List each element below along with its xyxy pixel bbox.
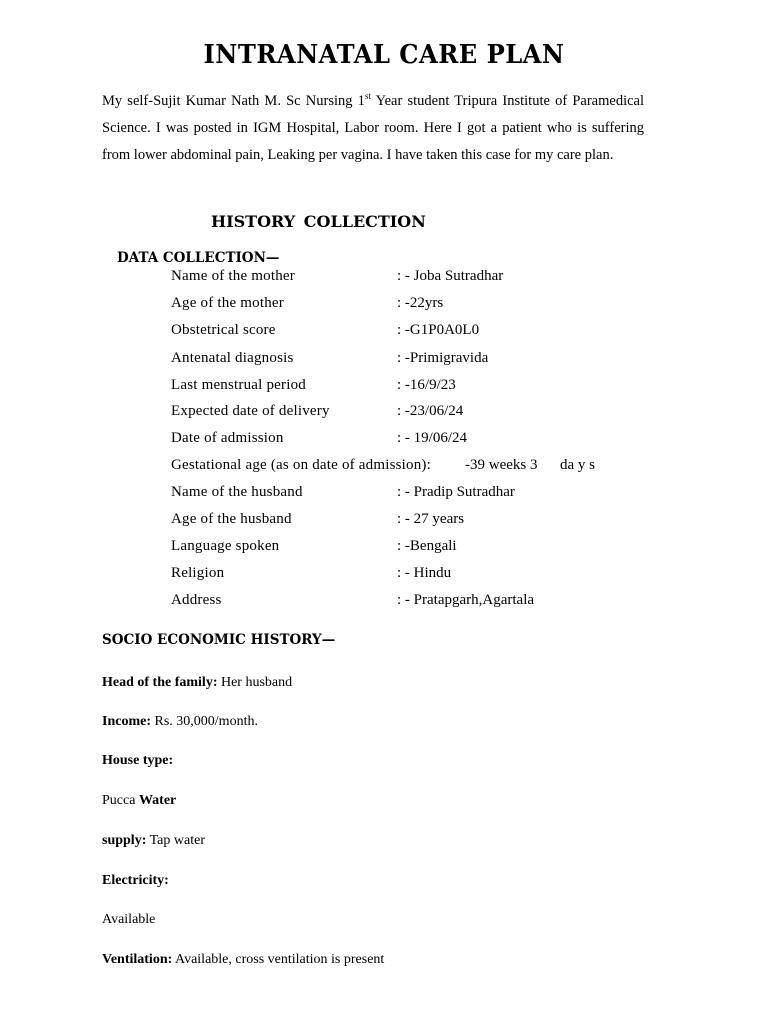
- data-row-language: [171, 538, 691, 558]
- head-of-family-value: Her husband: [217, 675, 293, 690]
- data-row-edd: [171, 403, 691, 423]
- water-label: Water: [138, 793, 177, 808]
- data-row-husband-age: [171, 511, 691, 531]
- data-row-value: : -G1P0A0L0: [397, 322, 480, 338]
- data-row-label: Last menstrual period: [171, 377, 306, 393]
- house-type-label: House type:: [102, 753, 174, 768]
- data-row-value: : - Pradip Sutradhar: [397, 484, 515, 500]
- data-row-label: Date of admission: [171, 430, 284, 446]
- socio-economic-heading: SOCIO ECONOMIC HISTORY—: [102, 632, 336, 648]
- head-of-family-label: Head of the family:: [102, 675, 218, 690]
- data-row-label: Religion: [171, 565, 225, 581]
- electricity-available-line: [102, 912, 155, 928]
- data-row-obstetrical-score: [171, 322, 691, 342]
- data-row-husband-name: [171, 484, 691, 504]
- data-row-lmp: [171, 377, 691, 397]
- data-row-gestational-age: [171, 457, 691, 477]
- supply-label: supply:: [102, 833, 147, 848]
- data-row-label: Address: [171, 592, 222, 608]
- data-row-label: Gestational age (as on date of admission):: [171, 457, 431, 473]
- ventilation-label: Ventilation:: [102, 952, 173, 967]
- data-row-value: -39 weeks 3 da y s: [465, 457, 595, 473]
- page-title: INTRANATAL CARE PLAN: [203, 40, 565, 70]
- data-row-label: Antenatal diagnosis: [171, 350, 294, 366]
- income-line: [102, 714, 258, 730]
- data-row-value: : - 19/06/24: [397, 430, 467, 446]
- data-row-label: Name of the mother: [171, 268, 295, 284]
- data-row-religion: [171, 565, 691, 585]
- electricity-value: Available: [102, 912, 156, 927]
- electricity-line: [102, 873, 169, 889]
- pucca-text: Pucca: [102, 793, 139, 808]
- ventilation-value: Available, cross ventilation is present: [172, 952, 385, 967]
- data-row-label: Name of the husband: [171, 484, 303, 500]
- data-row-label: Age of the mother: [171, 295, 284, 311]
- ventilation-line: [102, 952, 384, 968]
- data-row-value: : -Primigravida: [397, 350, 489, 366]
- data-row-value: : -16/9/23: [397, 377, 456, 393]
- supply-value: Tap water: [146, 833, 205, 848]
- data-row-admission-date: [171, 430, 691, 450]
- data-row-label: Obstetrical score: [171, 322, 276, 338]
- head-of-family-line: [102, 675, 292, 691]
- data-row-address: [171, 592, 691, 612]
- data-collection-heading: DATA COLLECTION—: [117, 250, 280, 266]
- pucca-water-line: [102, 793, 176, 809]
- history-collection-heading: HISTORY COLLECTION: [211, 212, 426, 231]
- water-supply-line: [102, 833, 205, 849]
- data-row-value: : -23/06/24: [397, 403, 464, 419]
- data-row-mother-name: [171, 268, 691, 288]
- data-row-antenatal-diagnosis: [171, 350, 691, 370]
- data-row-label: Age of the husband: [171, 511, 292, 527]
- income-value: Rs. 30,000/month.: [151, 714, 258, 729]
- intro-paragraph: [102, 88, 644, 169]
- electricity-label: Electricity:: [102, 873, 169, 888]
- data-row-mother-age: [171, 295, 691, 315]
- intro-superscript: st: [364, 91, 371, 101]
- data-row-value: : -Bengali: [397, 538, 457, 554]
- income-label: Income:: [102, 714, 151, 729]
- data-row-label: Language spoken: [171, 538, 280, 554]
- house-type-line: [102, 753, 173, 769]
- intro-text-rest: Year student Tripura Institute of Paramedical Science. I was posted in IGM Hospital, Labor room. Here I got a patient who is suffering from lower abdominal pain, Leaking per vagina. I have taken this case for my care plan.: [102, 93, 644, 163]
- data-row-value: : - 27 years: [397, 511, 465, 527]
- intro-text-start: My self-Sujit Kumar Nath M. Sc Nursing 1: [102, 93, 365, 109]
- data-row-value: : - Hindu: [397, 565, 452, 581]
- data-row-label: Expected date of delivery: [171, 403, 330, 419]
- data-row-value: : - Joba Sutradhar: [397, 268, 504, 284]
- data-row-value: : - Pratapgarh,Agartala: [397, 592, 535, 608]
- data-row-value: : -22yrs: [397, 295, 444, 311]
